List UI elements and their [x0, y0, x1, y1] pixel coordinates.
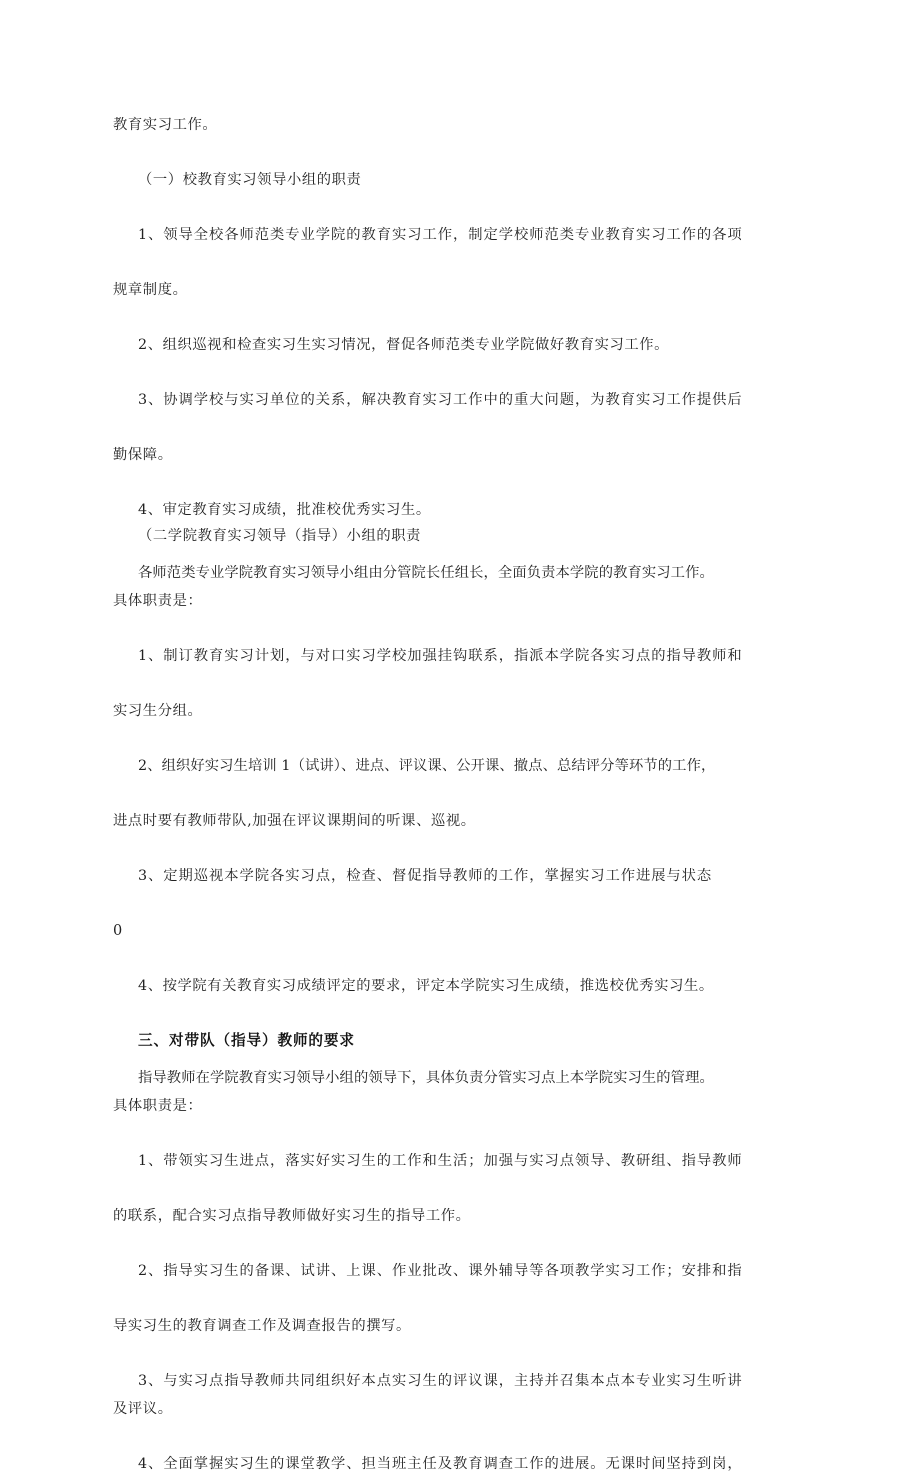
- document-line: 进点时要有教师带队,加强在评议课期间的听课、巡视。: [113, 813, 476, 829]
- document-line: 实习生分组。: [113, 703, 203, 719]
- document-line: 三、对带队（指导）教师的要求: [138, 1032, 355, 1049]
- document-line: 导实习生的教育调查工作及调查报告的撰写。: [113, 1318, 411, 1334]
- document-line: 1、领导全校各师范类专业学院的教育实习工作，制定学校师范类专业教育实习工作的各项: [138, 227, 743, 243]
- document-line: （一）校教育实习领导小组的职责: [138, 172, 362, 188]
- document-line: 3、协调学校与实习单位的关系，解决教育实习工作中的重大问题，为教育实习工作提供后: [138, 392, 743, 408]
- document-line: 及评议。: [113, 1401, 173, 1417]
- document-line: 4、全面掌握实习生的课堂教学、担当班主任及教育调查工作的进展。无课时间坚持到岗，: [138, 1456, 743, 1472]
- document-line: （二学院教育实习领导（指导）小组的职责: [138, 528, 422, 544]
- document-line: 4、按学院有关教育实习成绩评定的要求，评定本学院实习生成绩，推选校优秀实习生。: [138, 978, 714, 994]
- document-line: 2、指导实习生的备课、试讲、上课、作业批改、课外辅导等各项教学实习工作；安排和指: [138, 1263, 743, 1279]
- document-line: 规章制度。: [113, 282, 188, 298]
- document-line: 4、审定教育实习成绩，批准校优秀实习生。: [138, 502, 431, 518]
- document-line: 教育实习工作。: [113, 117, 218, 133]
- document-line: 的联系，配合实习点指导教师做好实习生的指导工作。: [113, 1208, 471, 1224]
- document-line: 指导教师在学院教育实习领导小组的领导下，具体负责分管实习点上本学院实习生的管理。: [138, 1070, 714, 1086]
- document-line: 具体职责是：: [113, 593, 203, 609]
- document-line: 勤保障。: [113, 447, 173, 463]
- document-line: 各师范类专业学院教育实习领导小组由分管院长任组长，全面负责本学院的教育实习工作。: [138, 565, 714, 581]
- document-line: 3、定期巡视本学院各实习点，检查、督促指导教师的工作，掌握实习工作进展与状态: [138, 868, 713, 884]
- document-line: 2、组织好实习生培训 1（试讲）、进点、评议课、公开课、撤点、总结评分等环节的工作，: [138, 758, 716, 774]
- document-line: 2、组织巡视和检查实习生实习情况，督促各师范类专业学院做好教育实习工作。: [138, 337, 670, 353]
- document-line: 1、带领实习生进点，落实好实习生的工作和生活；加强与实习点领导、教研组、指导教师: [138, 1153, 743, 1169]
- document-line: 1、制订教育实习计划，与对口实习学校加强挂钩联系，指派本学院各实习点的指导教师和: [138, 648, 743, 664]
- document-line: 3、与实习点指导教师共同组织好本点实习生的评议课，主持并召集本点本专业实习生听讲: [138, 1373, 743, 1389]
- document-line: 具体职责是：: [113, 1098, 203, 1114]
- document-line: 0: [113, 923, 123, 939]
